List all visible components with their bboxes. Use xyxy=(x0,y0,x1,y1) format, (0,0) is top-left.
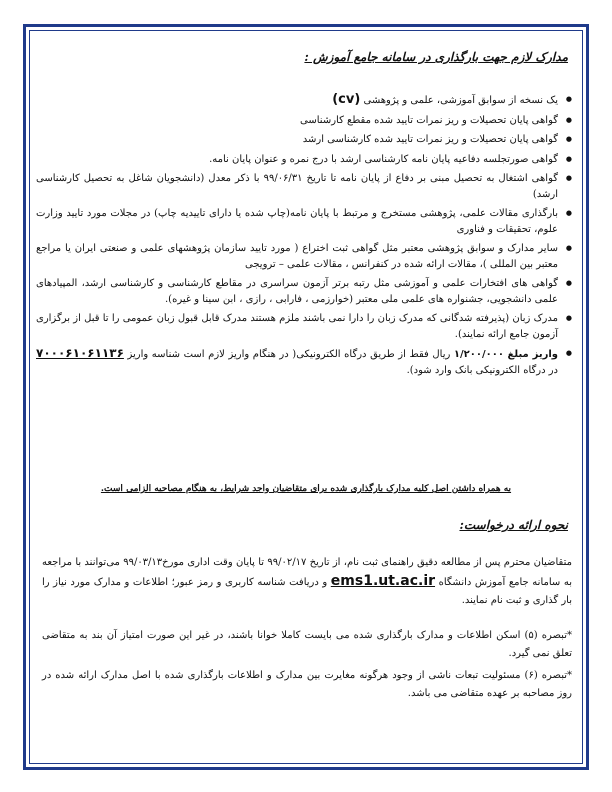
list-item: ● مدرک زبان (پذیرفته شدگانی که مدرک زبان را دارا نمی باشند ملزم هستند مدرک قابل قبول زبان عمومی را تا قبل از برگزاری آزمون جامع ارائه نمایند). xyxy=(36,311,558,342)
list-item: ● گواهی های افتخارات علمی و آموزشی مثل رتبه برتر آزمون سراسری در مقاطع کارشناسی و کارشناسی ارشد، المپیادهای علمی دانشجویی، جشنواره های علمی ملی معتبر (خوارزمی ، فارابی ، رازی ، ابن سینا و غیره). xyxy=(36,276,558,307)
list-item: ● بارگذاری مقالات علمی، پژوهشی مستخرج و مرتبط با پایان نامه(چاپ شده یا دارای تاییدیه چاپ) در مجلات مورد تایید وزارت علوم، تحقیقات و فناوری xyxy=(36,206,558,237)
list-item: ● گواهی صورتجلسه دفاعیه پایان نامه کارشناسی ارشد با درج نمره و عنوان پایان نامه. xyxy=(36,152,558,168)
note-5: *تبصره (۵) اسکن اطلاعات و مدارک بارگذاری شده می بایست کاملا خوانا باشند، در غیر این صورت امتیاز آن بند به متقاضی تعلق نمی گیرد. xyxy=(42,630,572,659)
heading-how-to-apply: نحوه ارائه درخواست: xyxy=(459,518,568,532)
list-item: ● یک نسخه از سوابق آموزشی، علمی و پژوهشی (cv) xyxy=(36,92,558,109)
payment-shenase: ۷۰۰۰۶۱۰۶۱۱۳۶ xyxy=(36,346,124,360)
note-6: *تبصره (۶) مسئولیت تبعات ناشی از وجود هرگونه مغایرت بین مدارک و اطلاعات بارگذاری شده با اصل مدارک ارائه شده در روز مصاحبه بر عهده متقاضی می باشد. xyxy=(42,670,573,699)
registration-site-link[interactable]: ems1.ut.ac.ir xyxy=(330,573,436,589)
original-documents-note: به همراه داشتن اصل کلیه مدارک بارگذاری شده برای متقاضیان واجد شرایط، به هنگام مصاحبه الزامی است. xyxy=(100,484,512,494)
requirements-list xyxy=(36,92,572,382)
list-item: ● سایر مدارک و سوابق پژوهشی معتبر مثل گواهی ثبت اختراع ( مورد تایید سازمان پژوهشهای علمی و صنعتی ایران یا مراجع معتبر بین المللی )، مقالات ارائه شده در کنفرانس ، مقالات علمی – ترویجی xyxy=(36,241,558,272)
apply-paragraph: متقاضیان محترم پس از مطالعه دقیق راهنمای ثبت نام، از تاریخ ۹۹/۰۲/۱۷ تا پایان وقت اداری مورخ۹۹/۰۳/۱۳ می‌توانند با مراجعه به سامانه جامع آموزش دانشگاه ems1.ut.ac.ir و دریافت شناسه کاربری و رمز عبور؛ اطلاعات و مدارک مورد نیاز را بار گذاری و ثبت نام نمایند. xyxy=(42,557,572,606)
payment-item: ● واریز مبلغ ۱/۲۰۰/۰۰۰ ریال فقط از طریق درگاه الکترونیکی( در هنگام واریز لازم است شناسه واریز ۷۰۰۰۶۱۰۶۱۱۳۶ در درگاه الکترونیکی بانک وارد شود). xyxy=(36,346,558,378)
document-page xyxy=(36,40,573,752)
list-item: ● گواهی اشتغال به تحصیل مبنی بر دفاع از پایان نامه تا تاریخ ۹۹/۰۶/۳۱ با ذکر معدل (دانشجویان شاغل به تحصیل کارشناسی ارشد) xyxy=(36,171,558,202)
heading-required-documents: مدارک لازم جهت بارگذاری در سامانه جامع آموزش : xyxy=(304,50,568,64)
payment-amount: ۱/۲۰۰/۰۰۰ xyxy=(453,349,504,360)
payment-label: واریز مبلغ xyxy=(507,349,558,360)
list-item: ● گواهی پایان تحصیلات و ریز نمرات تایید شده مقطع کارشناسی xyxy=(36,113,558,129)
list-item: ● گواهی پایان تحصیلات و ریز نمرات تایید شده کارشناسی ارشد xyxy=(36,132,558,148)
